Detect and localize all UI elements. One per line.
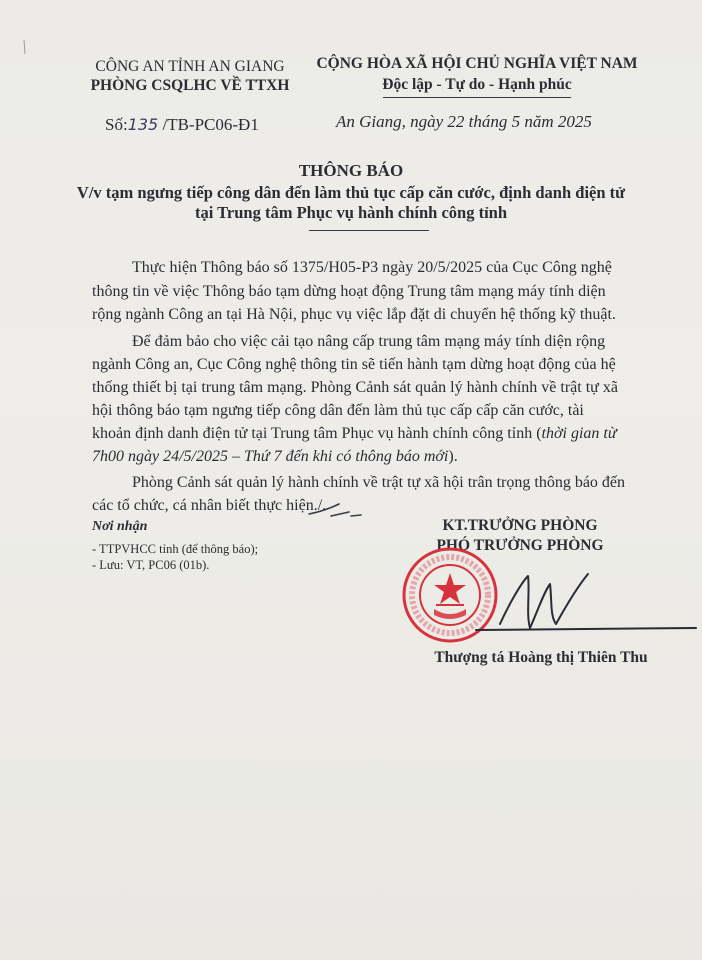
body-line: [92, 448, 652, 466]
body-line: hội thông báo tạm ngưng tiếp công dân đến làm thủ tục cấp cấp căn cước, tài: [92, 402, 584, 419]
body-line: Để đảm bảo cho việc cải tạo nâng cấp trung tâm mạng máy tính diện rộng: [132, 333, 606, 350]
doc-number-handwritten: 135: [127, 115, 159, 134]
national-title: CỘNG HÒA XÃ HỘI CHỦ NGHĨA VIỆT NAM: [316, 55, 638, 72]
agency-name: CÔNG AN TỈNH AN GIANG: [95, 58, 285, 75]
recipients-heading: Nơi nhận: [92, 519, 148, 534]
subject-line-1: V/v tạm ngưng tiếp công dân đến làm thủ tục cấp căn cước, định danh điện tử: [76, 183, 626, 202]
national-motto: Độc lập - Tự do - Hạnh phúc: [382, 76, 572, 93]
doc-number-suffix: /TB-PC06-Đ1: [162, 115, 259, 134]
body-line: rộng ngành Công an tại Hà Nội, phục vụ việc lắp đặt di chuyển hệ thống kỹ thuật.: [92, 306, 616, 323]
body-line: [92, 425, 652, 443]
body-text-italic: 7h00 ngày 24/5/2025 – Thứ 7 đến khi có thông báo mới: [92, 448, 449, 465]
body-line: Thực hiện Thông báo số 1375/H05-P3 ngày 20/5/2025 của Cục Công nghệ: [132, 259, 612, 276]
body-line: Phòng Cảnh sát quản lý hành chính về trật tự xã hội trân trọng thông báo đến: [132, 474, 626, 491]
body-line: ngành Công an, Cục Công nghệ thông tin sẽ tiến hành tạm dừng hoạt động của hệ: [92, 356, 616, 373]
subject-line-2: tại Trung tâm Phục vụ hành chính công tỉnh: [194, 203, 508, 222]
doc-number-prefix: Số:: [105, 115, 128, 134]
paper-mark: [22, 40, 28, 54]
handwritten-mark: [305, 498, 365, 520]
signer-name: Thượng tá Hoàng thị Thiên Thu: [434, 649, 648, 666]
body-line: thống thiết bị tại trung tâm mạng. Phòng Cảnh sát quản lý hành chính về trật tự xã: [92, 379, 618, 396]
body-text: ).: [448, 448, 458, 465]
place-and-date: An Giang, ngày 22 tháng 5 năm 2025: [336, 112, 592, 131]
recipient-item: - TTPVHCC tỉnh (để thông báo);: [92, 542, 259, 556]
document-title: THÔNG BÁO: [298, 161, 404, 180]
signer-title-2: PHÓ TRƯỞNG PHÒNG: [436, 537, 604, 554]
signer-title-1: KT.TRƯỞNG PHÒNG: [442, 517, 598, 534]
title-underline: [309, 230, 429, 231]
body-line: thông tin về việc Thông báo tạm dừng hoạt động Trung tâm mạng máy tính diện: [92, 283, 606, 300]
body-line: các tổ chức, cá nhân biết thực hiện./.: [92, 497, 327, 514]
document-number: [105, 115, 259, 135]
motto-underline: [383, 97, 571, 98]
body-text: khoản định danh điện tử tại Trung tâm Phục vụ hành chính công tỉnh (: [92, 425, 542, 442]
department-name: PHÒNG CSQLHC VỀ TTXH: [90, 77, 290, 94]
recipient-item: - Lưu: VT, PC06 (01b).: [92, 558, 210, 572]
handwritten-signature: [470, 562, 700, 642]
body-text-italic: thời gian từ: [541, 425, 617, 442]
